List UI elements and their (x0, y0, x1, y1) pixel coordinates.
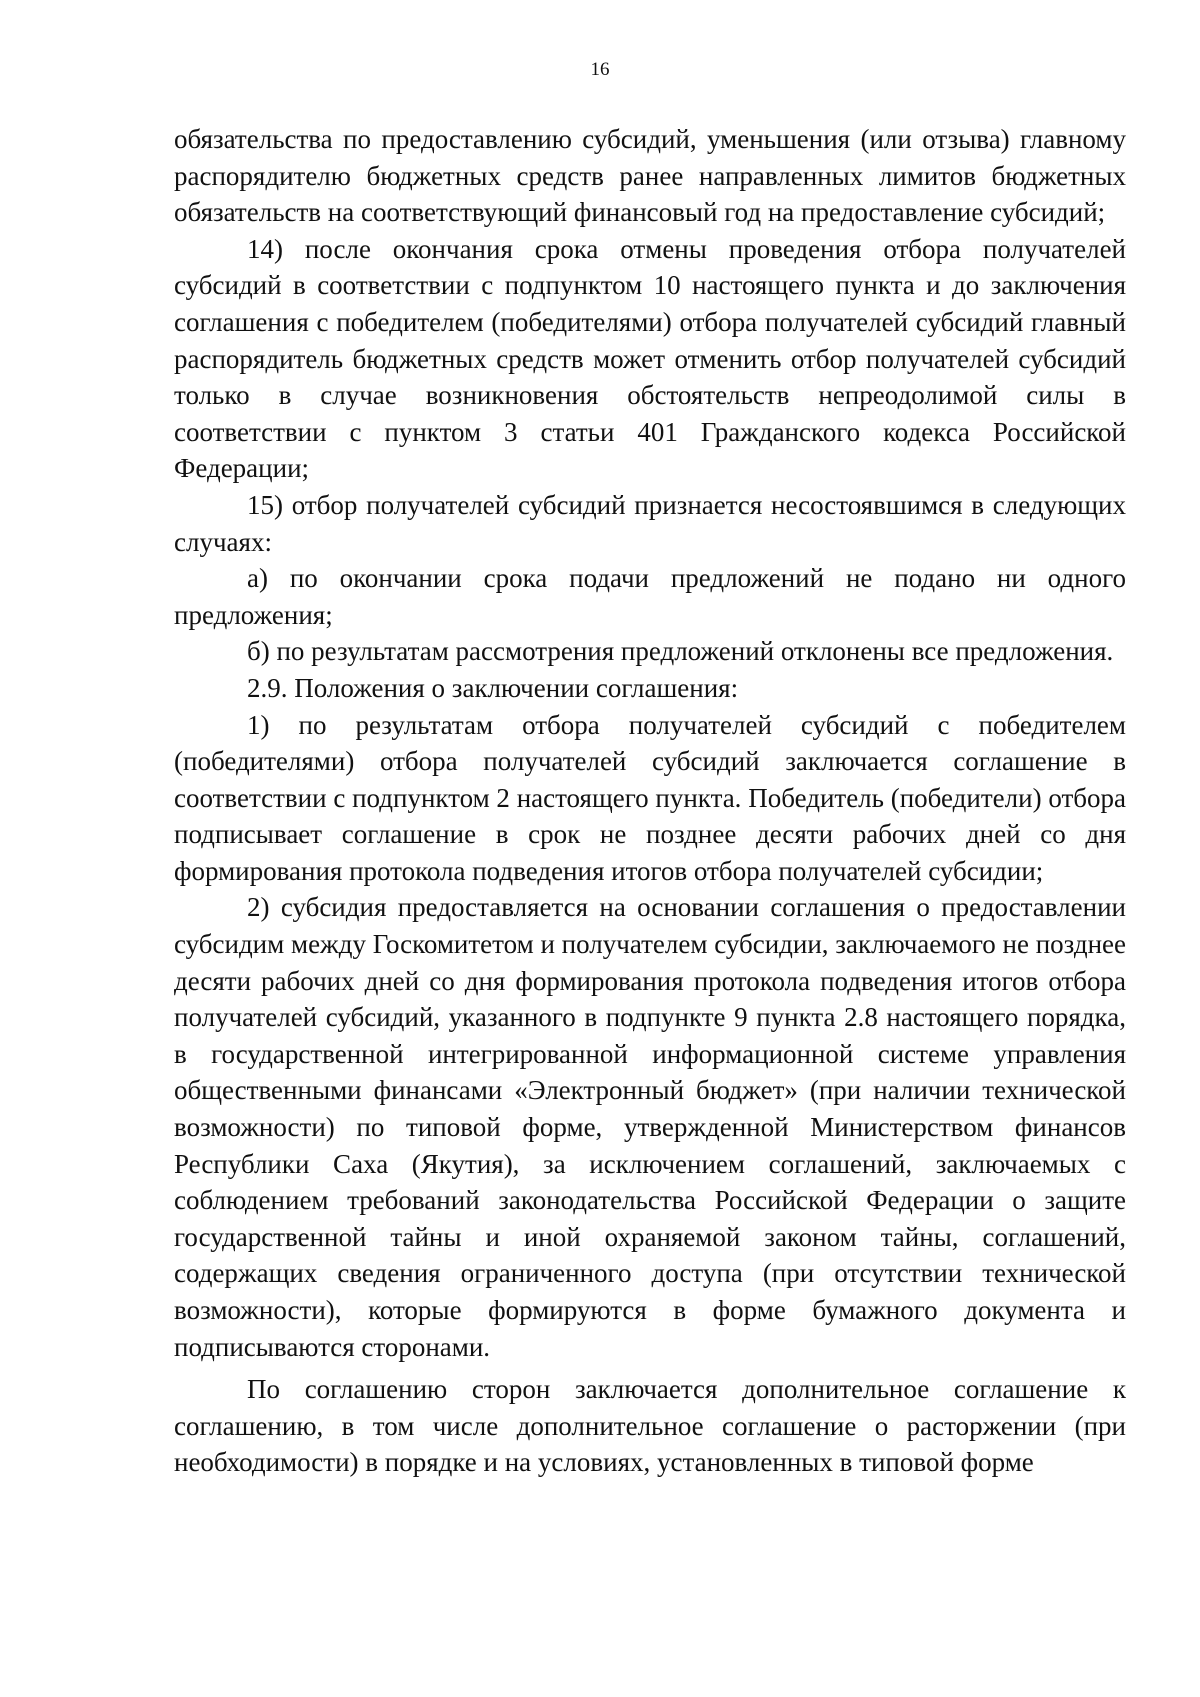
page-number: 16 (590, 59, 610, 80)
paragraph-item-2: 2) субсидия предоставляется на основании соглашения о предоставлении субсидим между Госкомитетом и получателем субсидии, заключаемого не позднее десяти рабочих дней со дня формирования протокола подведения итогов отбора получателей субсидий, указанного в подпункте 9 пункта 2.8 настоящего порядка, в государственной интегрированной информационной системе управления общественными финансами «Электронный бюджет» (при наличии технической возможности) по типовой форме, утвержденной Министерством финансов Республики Саха (Якутия), за исключением соглашений, заключаемых с соблюдением требований законодательства Российской Федерации о защите государственной тайны и иной охраняемой законом тайны, соглашений, содержащих сведения ограниченного доступа (при отсутствии технической возможности), которые формируются в форме бумажного документа и подписываются сторонами. (174, 892, 1126, 1362)
paragraph-item-15b: б) по результатам рассмотрения предложений отклонены все предложения. (247, 636, 1114, 667)
paragraph-item-14: 14) после окончания срока отмены проведения отбора получателей субсидий в соответствии с подпунктом 10 настоящего пункта и до заключения соглашения с победителем (победителями) отбора получателей субсидий главный распорядитель бюджетных средств может отменить отбор получателей субсидий только в случае возникновения обстоятельств непреодолимой силы в соответствии с пунктом 3 статьи 401 Гражданского кодекса Российской Федерации; (174, 233, 1126, 484)
paragraph-continuation: обязательства по предоставлению субсидий, уменьшения (или отзыва) главному распорядителю бюджетных средств ранее направленных лимитов бюджетных обязательств на соответствующий финансовый год на предоставление субсидий; (174, 124, 1126, 228)
paragraph-item-15: 15) отбор получателей субсидий признается несостоявшимся в следующих случаях: (174, 489, 1126, 557)
section-heading-2-9: 2.9. Положения о заключении соглашения: (247, 672, 739, 703)
paragraph-additional-agreement: По соглашению сторон заключается дополнительное соглашение к соглашению, в том числе дополнительное соглашение о расторжении (при необходимости) в порядке и на условиях, установленных в типовой форме (174, 1374, 1126, 1478)
document-body (174, 121, 1126, 1481)
paragraph-item-1: 1) по результатам отбора получателей субсидий с победителем (победителями) отбора получателей субсидий заключается соглашение в соответствии с подпунктом 2 настоящего пункта. Победитель (победители) отбора подписывает соглашение в срок не позднее десяти рабочих дней со дня формирования протокола подведения итогов отбора получателей субсидии; (174, 709, 1126, 886)
paragraph-item-15a: а) по окончании срока подачи предложений не подано ни одного предложения; (174, 563, 1126, 630)
